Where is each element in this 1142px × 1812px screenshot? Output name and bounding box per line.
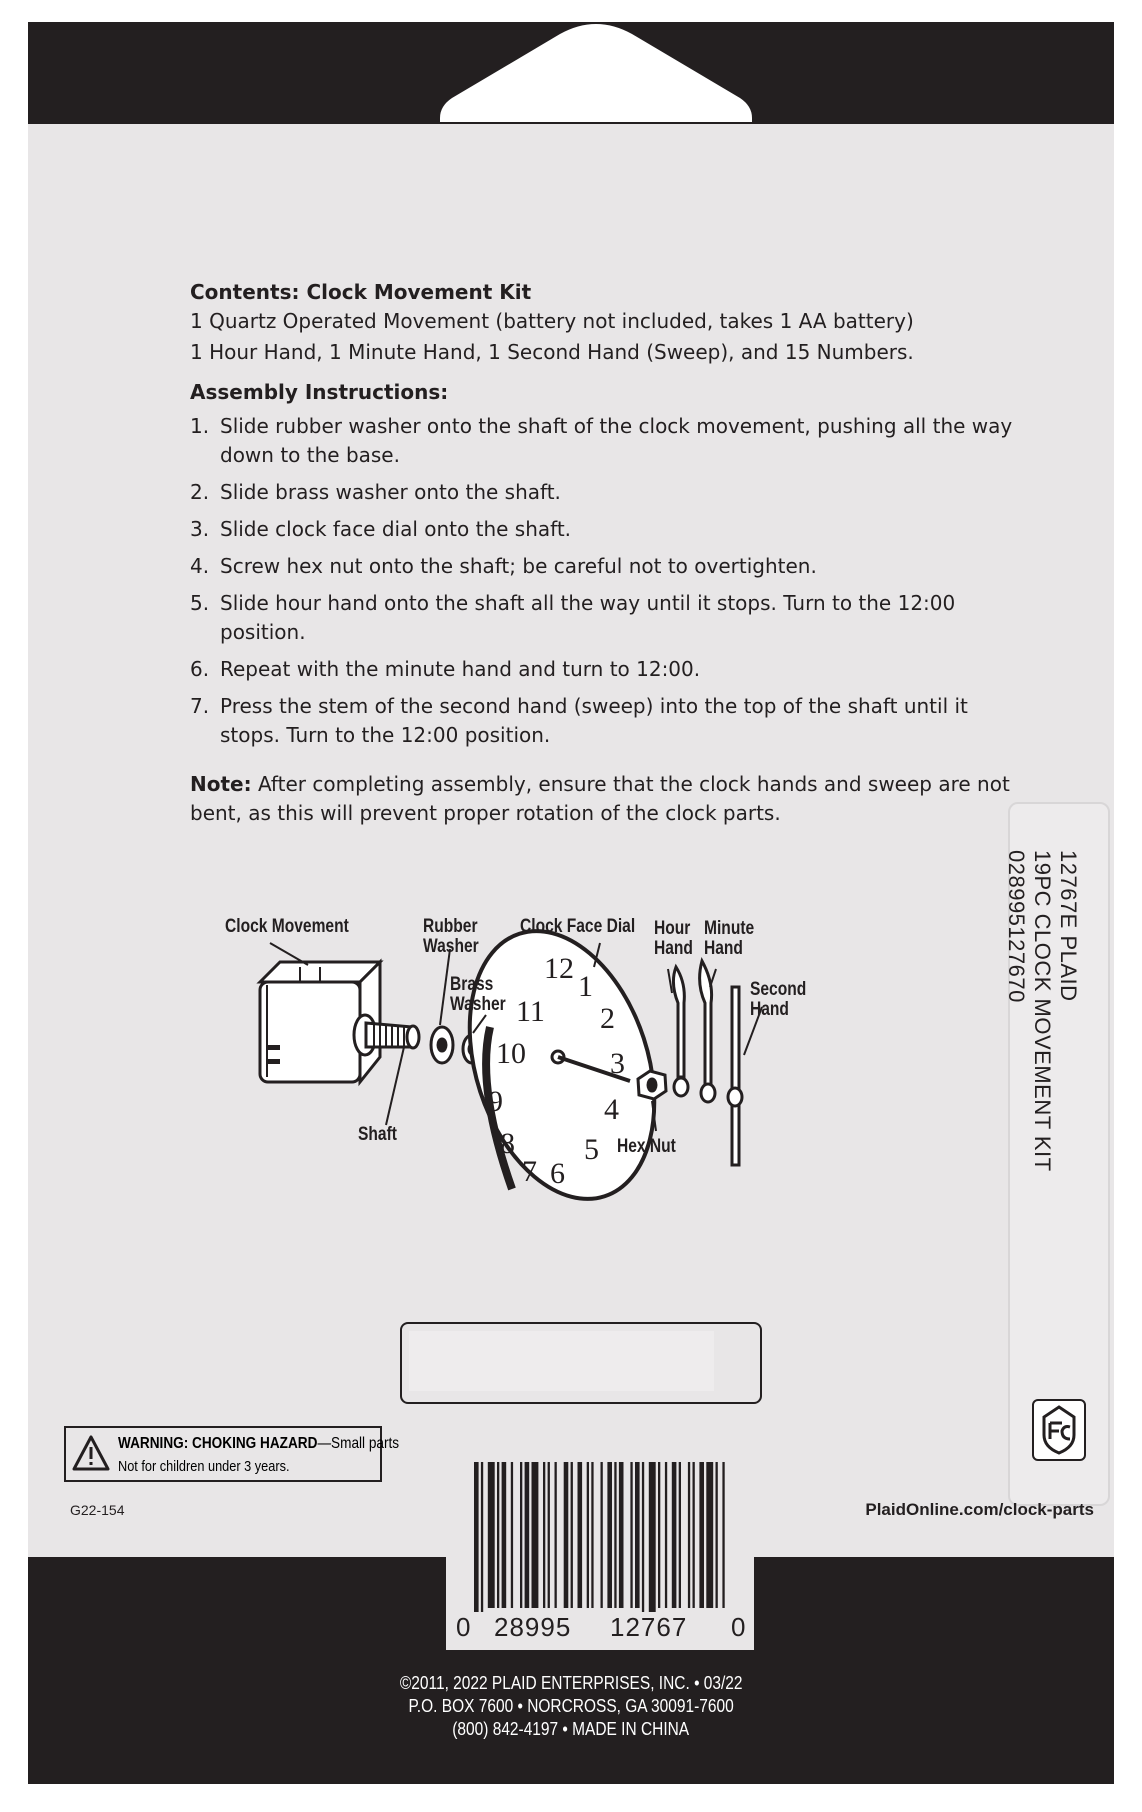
barcode-bar (635, 1462, 640, 1608)
barcode-bar (571, 1462, 573, 1608)
shaft (354, 1015, 419, 1055)
footer-line-3: (800) 842-4197 • MADE IN CHINA (452, 1719, 690, 1739)
hex-nut (638, 1071, 666, 1099)
barcode-group-2: 12767 (610, 1612, 688, 1642)
dial-number-8: 8 (500, 1127, 515, 1160)
dial-number-11: 11 (516, 995, 545, 1028)
note-label: Note: (190, 772, 252, 796)
barcode-bar (699, 1462, 704, 1608)
barcode-bar (520, 1462, 522, 1608)
label-brass-washer: Washer (450, 994, 506, 1015)
rubber-washer (431, 1027, 453, 1063)
barcode-bar (706, 1462, 713, 1608)
label-second: Second (750, 979, 807, 1000)
barcode-bar (619, 1462, 624, 1608)
step-7: 7. Press the stem of the second hand (sweep) into the top of the shaft until it stops. Turn to the 12:00 position. (190, 694, 968, 747)
label-rubber: Rubber (423, 916, 478, 937)
barcode-bar (497, 1462, 499, 1608)
barcode-bar (548, 1462, 550, 1608)
footer-line-1: ©2011, 2022 PLAID ENTERPRISES, INC. • 03/22 (399, 1673, 743, 1693)
step-3: 3. Slide clock face dial onto the shaft. (190, 517, 572, 541)
barcode-bar (587, 1462, 589, 1608)
warning-line-1: WARNING: CHOKING HAZARD—Small parts (118, 1435, 400, 1452)
upc-barcode (446, 1462, 754, 1650)
barcode-bar (716, 1462, 718, 1608)
hour-hand (673, 967, 688, 1096)
barcode-bar (474, 1462, 479, 1612)
barcode-bar (693, 1462, 695, 1608)
label-hex-nut: Hex Nut (617, 1136, 676, 1157)
contents-line-1: 1 Quartz Operated Movement (battery not included, takes 1 AA battery) (190, 309, 914, 333)
dial-number-7: 7 (522, 1155, 537, 1188)
label-minute-hand: Hand (704, 938, 743, 959)
product-code: G22-154 (70, 1502, 125, 1518)
side-label-text (1003, 850, 1081, 1172)
label-minute: Minute (704, 918, 755, 939)
label-clock-face-dial: Clock Face Dial (520, 916, 636, 937)
barcode-bar (679, 1462, 681, 1608)
step-1: 1. Slide rubber washer onto the shaft of the clock movement, pushing all the way down to the base. (190, 414, 1013, 467)
hang-tab-hole (440, 22, 752, 122)
step-6: 6. Repeat with the minute hand and turn to 12:00. (190, 657, 701, 681)
barcode-bar (688, 1462, 690, 1608)
barcode-bar (511, 1462, 513, 1608)
step-2: 2. Slide brass washer onto the shaft. (190, 480, 561, 504)
dial-number-1: 1 (578, 970, 593, 1003)
contents-heading: Contents: Clock Movement Kit (190, 280, 532, 304)
barcode-digits (446, 1612, 754, 1642)
label-rubber-washer: Washer (423, 936, 479, 957)
instructions-text (190, 278, 1040, 828)
dial-number-10: 10 (496, 1037, 526, 1070)
barcode-bar (630, 1462, 632, 1608)
side-label-line-2: 19PC CLOCK MOVEMENT KIT (1030, 850, 1055, 1172)
side-label-line-1: 12767E PLAID (1056, 850, 1081, 1002)
side-label-line-3: 028995127670 (1004, 850, 1029, 1003)
footer-line-2: P.O. BOX 7600 • NORCROSS, GA 30091-7600 (408, 1696, 734, 1716)
note-text: After completing assembly, ensure that the clock hands and sweep are not bent, as this will prevent proper rotation of the clock parts. (190, 772, 1010, 825)
package-back (28, 22, 1114, 1784)
label-shaft: Shaft (358, 1124, 397, 1145)
step-4: 4. Screw hex nut onto the shaft; be careful not to overtighten. (190, 554, 817, 578)
barcode-group-1: 28995 (494, 1612, 572, 1642)
contents-line-2: 1 Hour Hand, 1 Minute Hand, 1 Second Hand (Sweep), and 15 Numbers. (190, 340, 914, 364)
dial-number-12: 12 (544, 952, 574, 985)
barcode-bar (543, 1462, 545, 1608)
barcode-bar (555, 1462, 557, 1608)
barcode-bar (481, 1462, 483, 1612)
barcode-bar (658, 1462, 660, 1608)
dial-number-3: 3 (610, 1047, 625, 1080)
assembly-heading: Assembly Instructions: (190, 380, 449, 404)
barcode-bar (614, 1462, 616, 1608)
warning-triangle-icon (72, 1434, 110, 1472)
dial-number-9: 9 (488, 1085, 503, 1118)
dial-number-4: 4 (604, 1093, 619, 1126)
fsc-logo-icon (1032, 1399, 1086, 1461)
dial-number-6: 6 (550, 1157, 565, 1190)
company-footer (28, 1672, 1114, 1741)
barcode-bar (488, 1462, 495, 1608)
barcode-bar (607, 1462, 612, 1608)
label-hour: Hour (654, 918, 691, 939)
barcode-bar (601, 1462, 603, 1608)
barcode-right-digit: 0 (731, 1612, 746, 1642)
barcode-bar (642, 1462, 644, 1612)
assembly-steps (190, 412, 1040, 750)
minute-hand (700, 961, 715, 1102)
choking-hazard-warning (64, 1426, 400, 1482)
assembly-note (190, 770, 1040, 828)
barcode-bar (564, 1462, 569, 1608)
barcode-bar (591, 1462, 593, 1608)
website-url: PlaidOnline.com/clock-parts (865, 1500, 1094, 1519)
second-hand (728, 987, 742, 1165)
label-second-hand: Hand (750, 999, 789, 1020)
assembly-diagram (190, 907, 950, 1257)
barcode-bar (722, 1462, 724, 1608)
barcode-bar (502, 1462, 507, 1608)
barcode-bar (578, 1462, 583, 1608)
barcode-left-digit: 0 (456, 1612, 471, 1642)
price-label-area (400, 1322, 762, 1404)
step-5: 5. Slide hour hand onto the shaft all the way until it stops. Turn to the 12:00 position. (190, 591, 956, 644)
barcode-bar (649, 1462, 656, 1612)
label-hour-hand: Hand (654, 938, 693, 959)
label-clock-movement: Clock Movement (225, 916, 349, 937)
barcode-bars (446, 1462, 754, 1612)
dial-number-5: 5 (584, 1133, 599, 1166)
barcode-bar (525, 1462, 530, 1608)
barcode-bar (665, 1462, 667, 1608)
barcode-bar (672, 1462, 677, 1608)
warning-line-2: Not for children under 3 years. (118, 1458, 290, 1475)
dial-number-2: 2 (600, 1002, 615, 1035)
barcode-bar (532, 1462, 539, 1608)
label-brass: Brass (450, 974, 494, 995)
